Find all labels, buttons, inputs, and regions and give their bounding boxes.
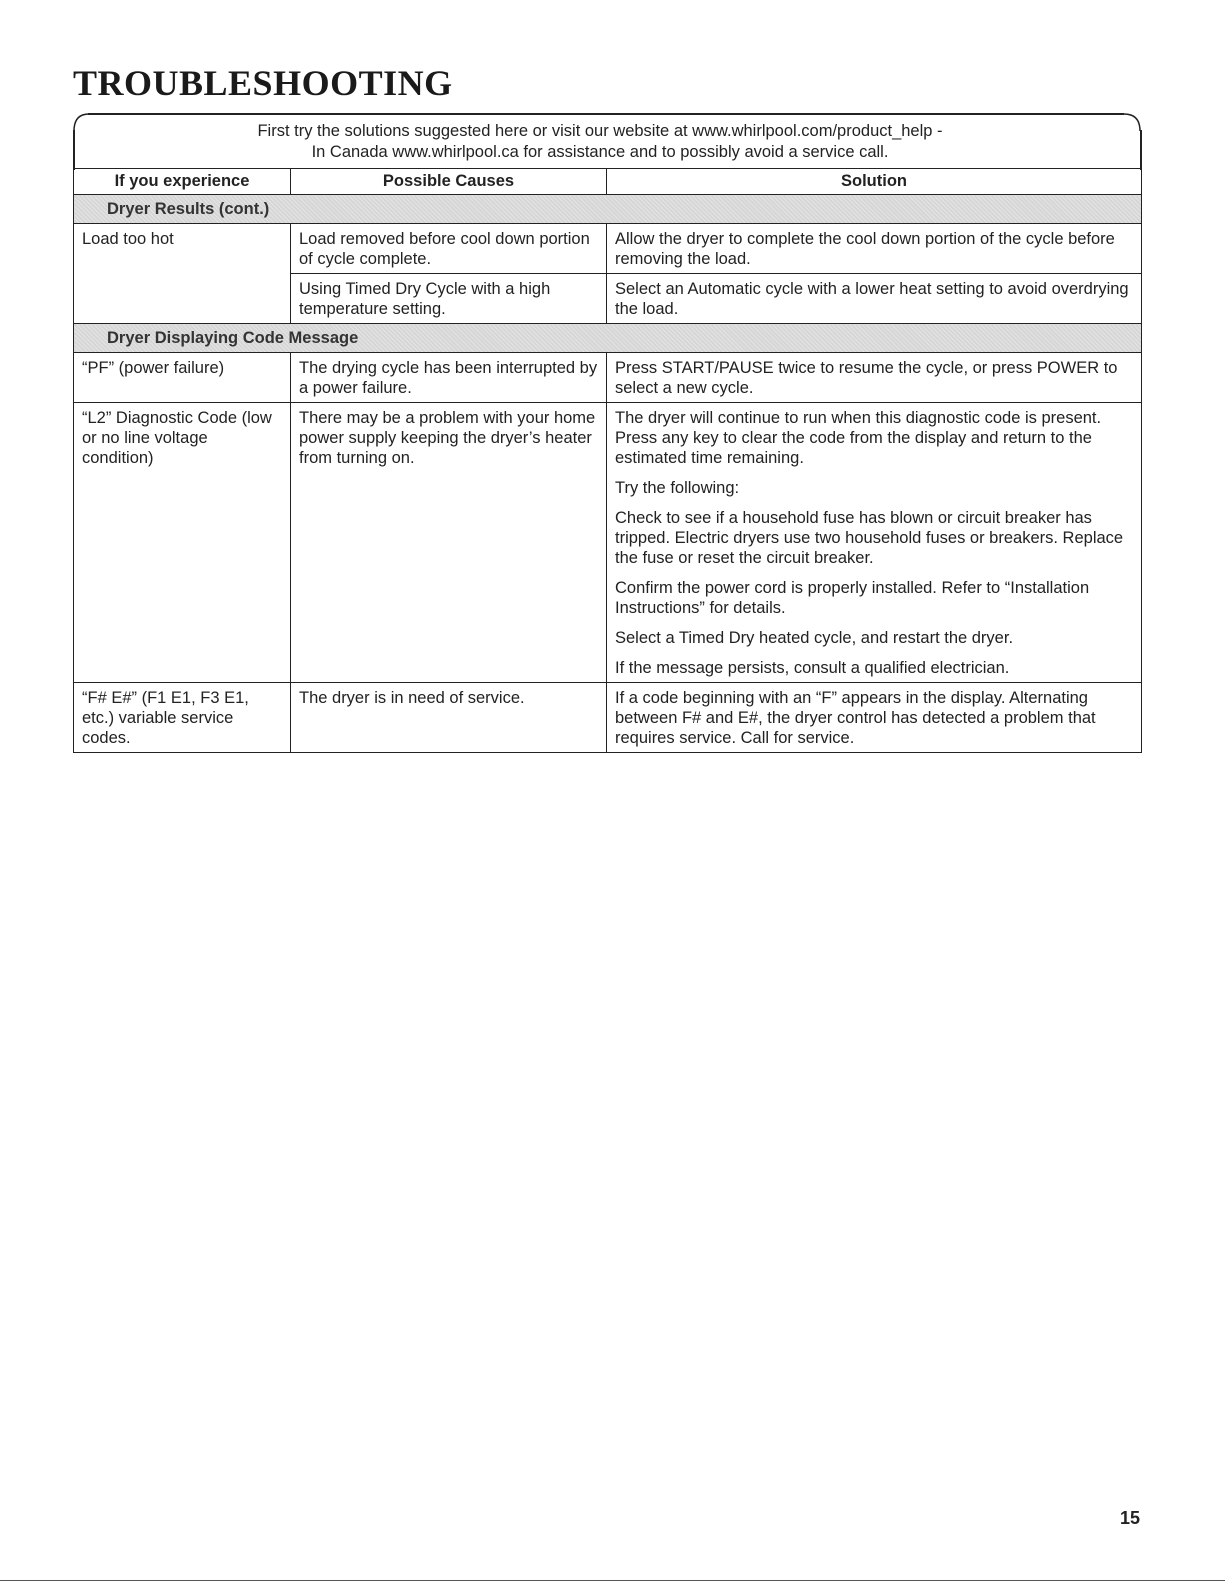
solution-text: The dryer will continue to run when this diagnostic code is present. Press any key to clear the code from the display and return to the estimated time remaining. bbox=[615, 409, 1102, 467]
problem-cell: “F# E#” (F1 E1, F3 E1, etc.) variable service codes. bbox=[74, 683, 291, 753]
intro-line-2: In Canada www.whirlpool.ca for assistance and to possibly avoid a service call. bbox=[311, 143, 889, 161]
section-header-code-message bbox=[74, 324, 1142, 353]
bottom-edge-line bbox=[0, 1580, 1225, 1581]
section-title: Dryer Results (cont.) bbox=[74, 195, 1142, 224]
page-number: 15 bbox=[1120, 1508, 1141, 1528]
frame-right-line bbox=[1140, 130, 1142, 170]
section-title: Dryer Displaying Code Message bbox=[74, 324, 1142, 353]
table-row bbox=[74, 224, 1142, 324]
column-header-solution: Solution bbox=[607, 169, 1142, 195]
table-row bbox=[74, 683, 1142, 753]
frame-left-corner bbox=[73, 113, 91, 133]
solution-text: Press START/PAUSE twice to resume the cycle, or press POWER to select a new cycle. bbox=[615, 359, 1118, 397]
problem-cell: Load too hot bbox=[74, 224, 291, 324]
solution-text: If the message persists, consult a qualified electrician. bbox=[615, 659, 1010, 677]
solution-cell bbox=[607, 683, 1142, 753]
section-header-dryer-results bbox=[74, 195, 1142, 224]
solution-text: Select a Timed Dry heated cycle, and restart the dryer. bbox=[615, 629, 1014, 647]
troubleshooting-table bbox=[73, 168, 1142, 753]
solution-cell bbox=[607, 224, 1142, 324]
frame-top-line bbox=[88, 113, 1124, 115]
table-row bbox=[74, 403, 1142, 683]
solution-cell bbox=[607, 403, 1142, 683]
table-header-row bbox=[74, 169, 1142, 195]
table-row bbox=[74, 353, 1142, 403]
solution-text: Confirm the power cord is properly installed. Refer to “Installation Instructions” for details. bbox=[615, 579, 1090, 617]
solution-text: Allow the dryer to complete the cool down portion of the cycle before removing the load. bbox=[615, 230, 1115, 268]
cause-text: Load removed before cool down portion of cycle complete. bbox=[299, 230, 590, 268]
solution-text: Check to see if a household fuse has blown or circuit breaker has tripped. Electric dryers use two household fuses or breakers. Replace the fuse or reset the circuit breaker. bbox=[615, 509, 1124, 567]
cause-cell bbox=[291, 224, 607, 324]
solution-cell bbox=[607, 353, 1142, 403]
problem-cell: “L2” Diagnostic Code (low or no line voltage condition) bbox=[74, 403, 291, 683]
solution-text: Select an Automatic cycle with a lower heat setting to avoid overdrying the load. bbox=[607, 273, 1141, 319]
intro-text bbox=[120, 121, 1080, 163]
solution-text: If a code beginning with an “F” appears in the display. Alternating between F# and E#, the dryer control has detected a problem that requires service. Call for service. bbox=[615, 689, 1096, 747]
cause-cell: The drying cycle has been interrupted by a power failure. bbox=[291, 353, 607, 403]
cause-text: Using Timed Dry Cycle with a high temperature setting. bbox=[291, 273, 606, 319]
problem-cell: “PF” (power failure) bbox=[74, 353, 291, 403]
frame-left-line bbox=[73, 130, 75, 170]
column-header-causes: Possible Causes bbox=[291, 169, 607, 195]
cause-cell: There may be a problem with your home power supply keeping the dryer’s heater from turning on. bbox=[291, 403, 607, 683]
intro-line-1: First try the solutions suggested here or visit our website at www.whirlpool.com/product_help - bbox=[257, 122, 943, 140]
cause-cell: The dryer is in need of service. bbox=[291, 683, 607, 753]
page-title: TROUBLESHOOTING bbox=[73, 63, 453, 103]
solution-text: Try the following: bbox=[615, 479, 740, 497]
column-header-experience: If you experience bbox=[74, 169, 291, 195]
